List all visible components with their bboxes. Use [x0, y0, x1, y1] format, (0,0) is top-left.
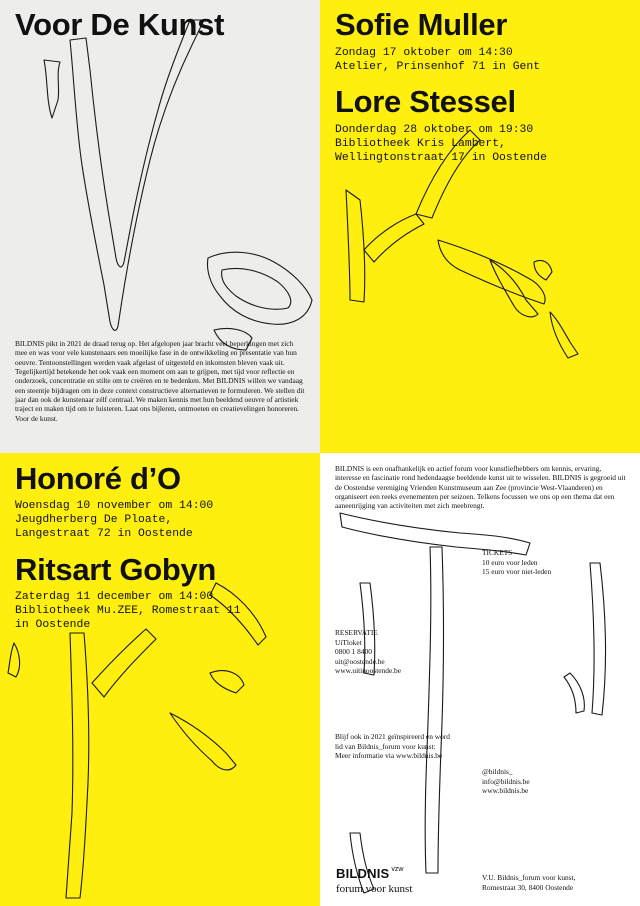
quadrant-intro — [0, 0, 320, 453]
event-details-honore-do — [15, 499, 213, 541]
event-city: in Oostende — [15, 619, 91, 631]
quadrant-events-october — [320, 0, 640, 453]
bildnis-logo — [336, 865, 412, 895]
membership-line: Blijf ook in 2021 geïnspireerd en word — [335, 732, 450, 741]
contact-email: info@bildnis.be — [482, 776, 530, 786]
publisher-line: V.U. Bildnis_forum voor kunst, — [482, 873, 576, 882]
contact-block — [482, 767, 530, 796]
event-address: Wellingtonstraat 17 in Oostende — [335, 152, 547, 164]
contact-website: www.bildnis.be — [482, 786, 529, 796]
quadrant-info — [320, 453, 640, 906]
event-address: Langestraat 72 in Oostende — [15, 528, 193, 540]
quadrant-events-winter — [0, 453, 320, 906]
event-date: Zondag 17 oktober om 14:30 — [335, 47, 513, 59]
tickets-price-non-members: 15 euro voor niet-leden — [482, 567, 552, 577]
membership-line: Meer informatie via www.bildnis.be — [335, 751, 443, 761]
event-venue: Bibliotheek Kris Lambert, — [335, 138, 506, 150]
reservation-line: UiTloket — [335, 637, 362, 647]
event-name-honore-do: Honoré d’O — [15, 461, 181, 496]
event-date: Zaterdag 11 december om 14:00 — [15, 591, 214, 603]
logo-subtitle: forum voor kunst — [336, 883, 413, 895]
event-venue: Jeugdherberg De Ploate, — [15, 514, 173, 526]
event-details-ritsart-gobyn — [15, 590, 241, 632]
event-name-sofie-muller: Sofie Muller — [335, 7, 508, 42]
event-name-ritsart-gobyn: Ritsart Gobyn — [15, 552, 217, 587]
reservation-phone: 0800 1 8400 — [335, 647, 372, 657]
tickets-block — [482, 548, 551, 577]
logo-suffix: vzw — [391, 866, 404, 873]
page-title: Voor De Kunst — [15, 7, 225, 42]
reservation-heading: RESERVATIE — [335, 628, 378, 637]
event-date: Donderdag 28 oktober om 19:30 — [335, 124, 534, 136]
publisher-block — [482, 873, 575, 892]
event-details-lore-stessel — [335, 123, 547, 165]
reservation-email: uit@oostende.be — [335, 656, 385, 666]
publisher-address: Romestraat 30, 8400 Oostende — [482, 882, 574, 892]
about-paragraph: BILDNIS is een onafhankelijk en actief forum voor kunstliefhebbers om kennis, ervaring, interesse en fascinatie rond hedendaagse beeldende kunst uit te wisselen. BILDNIS is gegroeid uit de Oostendse vereniging Vrienden Kunstmuseum aan Zee (provincie West-Vlaanderen) en organiseert een reeks evenementen per seizoen. Telkens focussen we ons op een thema dat een aaneenrijging van activiteiten met zich meebrengt. — [335, 464, 626, 511]
event-date: Woensdag 10 november om 14:00 — [15, 500, 214, 512]
membership-line: lid van Bildnis_forum voor kunst: — [335, 741, 436, 751]
intro-paragraph: BILDNIS pikt in 2021 de draad terug op. Het afgelopen jaar bracht veel beperkingen met zich mee en was voor vele kunstenaars een moeilijke fase in de ontwikkeling en presentatie van hun oeuvre. Tentoonstellingen werden vaak afgelast of uitgesteld en inkomsten bleven vaak uit. Tegelijkertijd betekende het ook vaak een moment om aan te grijpen, met tijd voor reflectie en onderzoek, concentratie en stilte om te creëren en te bedenken. Met BILDNIS willen we vandaag een steentje bijdragen om in deze context constructieve alternatieven te formuleren. We stellen dit jaar dan ook de kunstenaar zélf centraal. We maken kennis met hun beeldend oeuvre of artistiek traject en maken tijd om te luisteren. Laat ons bijleren, ontmoeten en creatievelingen honoreren. Voor de kunst. — [15, 339, 305, 423]
membership-block — [335, 732, 450, 761]
tickets-price-members: 10 euro voor leden — [482, 557, 538, 567]
contact-social: @bildnis_ — [482, 767, 513, 776]
event-name-lore-stessel: Lore Stessel — [335, 84, 516, 119]
event-location: Atelier, Prinsenhof 71 in Gent — [335, 61, 541, 73]
event-venue: Bibliotheek Mu.ZEE, Romestraat 11 — [15, 605, 241, 617]
reservation-block — [335, 628, 401, 676]
outline-letter-t-graphic — [320, 453, 640, 906]
event-details-sofie-muller — [335, 46, 540, 74]
tickets-heading: TICKETS — [482, 548, 513, 557]
reservation-website: www.uitinoostende.be — [335, 666, 402, 676]
logo-name: BILDNIS — [336, 866, 390, 881]
